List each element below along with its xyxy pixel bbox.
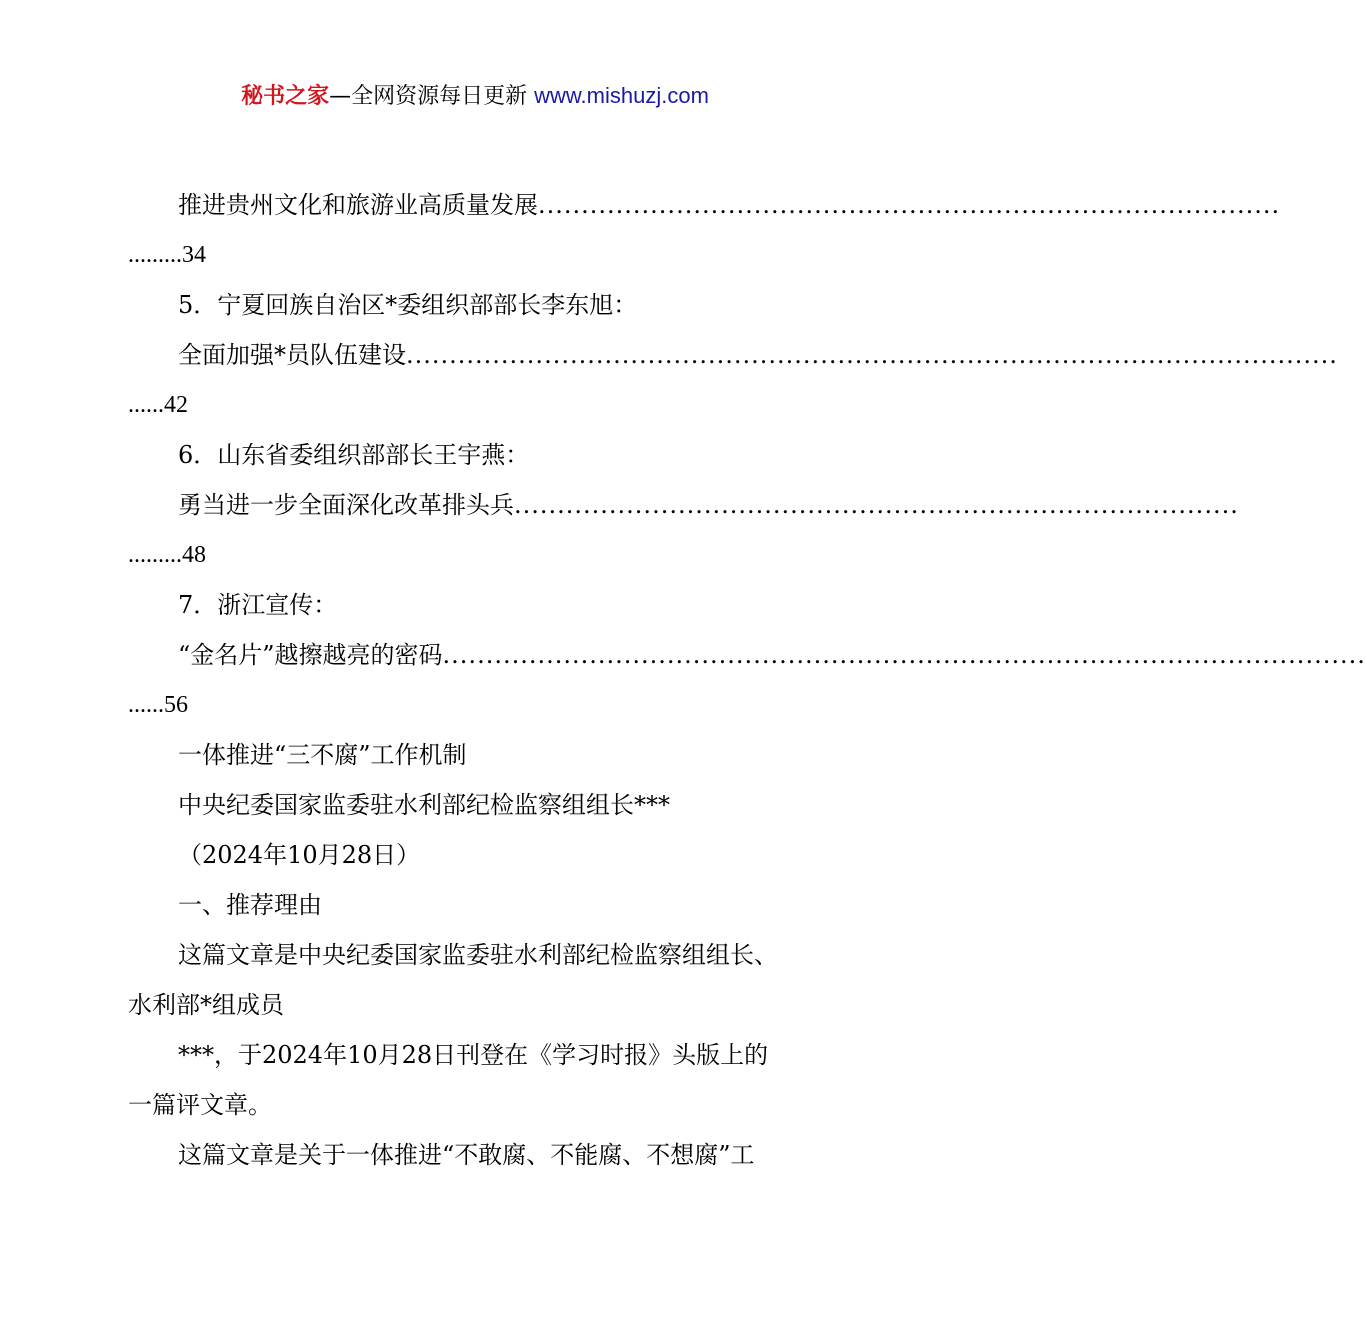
toc-entry-title: 全面加强*员队伍建设	[178, 341, 406, 369]
toc-heading: 5．宁夏回族自治区*委组织部部长李东旭：	[178, 291, 638, 319]
toc-heading: 7．浙江宣传：	[178, 591, 338, 619]
toc-dot-leader: ......................................................................................	[538, 191, 1281, 219]
brand-name: 秘书之家	[241, 84, 330, 109]
paragraph-line: 水利部*组成员	[128, 991, 284, 1019]
site-header	[0, 80, 950, 113]
article-date: （2024年10月28日）	[178, 841, 421, 869]
article-title: 一体推进“三不腐”工作机制	[178, 741, 467, 769]
toc-page-number: .........48	[128, 542, 206, 568]
toc-page-number: ......42	[128, 392, 188, 418]
document-body	[128, 180, 1366, 1180]
toc-heading: 6．山东省委组织部部长王宇燕：	[178, 441, 530, 469]
toc-entry-title: 勇当进一步全面深化改革排头兵	[178, 491, 514, 519]
toc-entry-title: “金名片”越擦越亮的密码	[178, 641, 443, 669]
header-tagline: —全网资源每日更新	[329, 84, 528, 109]
paragraph-line: 这篇文章是中央纪委国家监委驻水利部纪检监察组组长、	[178, 941, 778, 969]
paragraph-line: ***，于2024年10月28日刊登在《学习时报》头版上的	[178, 1041, 769, 1069]
toc-entry-title: 推进贵州文化和旅游业高质量发展	[178, 191, 538, 219]
paragraph-line: 一篇评文章。	[128, 1091, 272, 1119]
site-url-link[interactable]: www.mishuzj.com	[534, 83, 709, 108]
toc-entry[interactable]	[128, 630, 1366, 680]
toc-entry[interactable]	[128, 180, 1281, 230]
toc-page-number: ......56	[128, 692, 188, 718]
section-heading: 一、推荐理由	[178, 891, 322, 919]
toc-page-number: .........34	[128, 242, 206, 268]
article-author: 中央纪委国家监委驻水利部纪检监察组组长***	[178, 791, 670, 819]
toc-dot-leader: ...........................................................................................................	[442, 641, 1366, 669]
toc-entry[interactable]	[128, 330, 1338, 380]
toc-dot-leader: ............................................................................................................	[406, 341, 1338, 369]
toc-dot-leader: ....................................................................................	[514, 491, 1239, 519]
toc-entry[interactable]	[128, 480, 1239, 530]
paragraph-line: 这篇文章是关于一体推进“不敢腐、不能腐、不想腐”工	[178, 1141, 755, 1169]
